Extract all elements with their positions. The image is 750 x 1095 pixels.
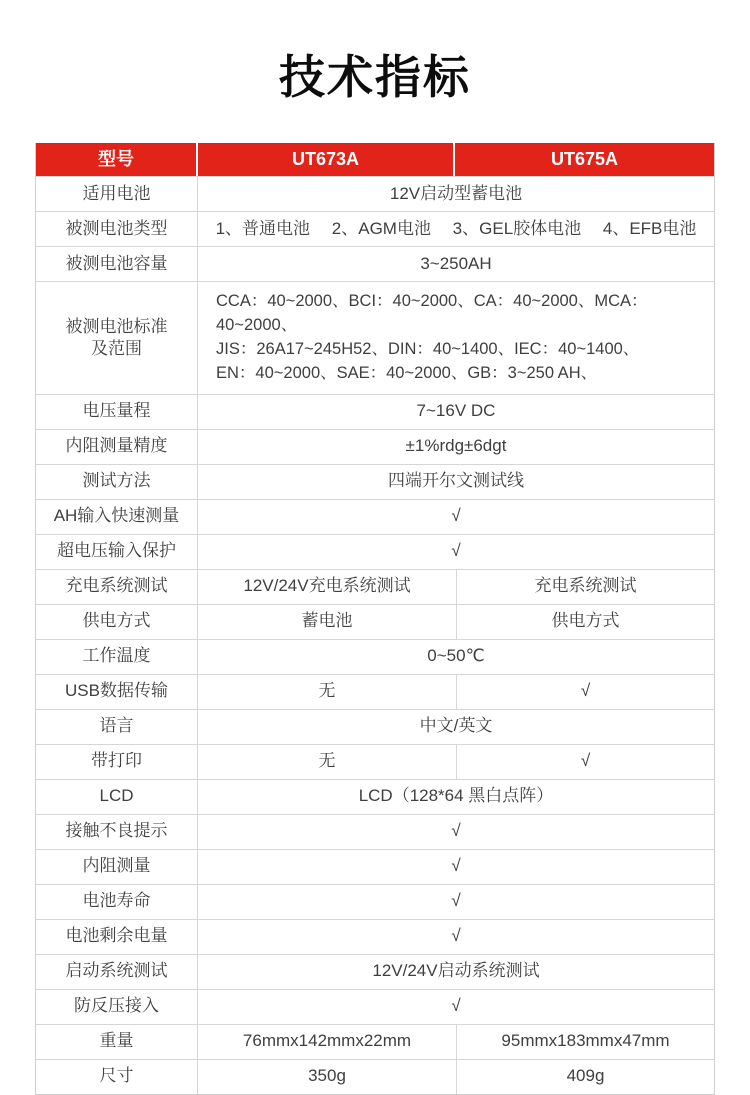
table-row-power-supply	[36, 604, 714, 639]
row-value-ut675a: 充电系统测试	[456, 570, 714, 604]
row-value: ±1%rdg±6dgt	[405, 436, 507, 456]
table-row-usb-data-transfer	[36, 674, 714, 709]
table-row-overvoltage-protection	[36, 534, 714, 569]
header-cell-ut673a: UT673A	[198, 143, 455, 176]
row-value: 12V启动型蓄电池	[389, 183, 523, 203]
table-row-applicable-battery	[36, 176, 714, 211]
table-row-battery-life	[36, 884, 714, 919]
check-mark: √	[451, 996, 461, 1016]
table-row-voltage-range	[36, 394, 714, 429]
table-row-battery-standards	[36, 281, 714, 394]
row-label: 供电方式	[36, 605, 198, 639]
row-label: 充电系统测试	[36, 570, 198, 604]
table-row-printing	[36, 744, 714, 779]
row-label: 工作温度	[36, 640, 198, 674]
row-label: AH输入快速测量	[36, 500, 198, 534]
row-label-line2: 及范围	[91, 338, 142, 358]
table-row-start-system-test	[36, 954, 714, 989]
table-row-battery-types	[36, 211, 714, 246]
row-label: 防反压接入	[36, 990, 198, 1024]
table-row-remaining-charge	[36, 919, 714, 954]
table-row-weight	[36, 1024, 714, 1059]
table-row-resistance-accuracy	[36, 429, 714, 464]
standards-line1: CCA：40~2000、BCI：40~2000、CA：40~2000、MCA：40~2000、	[216, 292, 648, 334]
row-value-ut673a: 蓄电池	[301, 611, 353, 631]
row-value: 四端开尔文测试线	[388, 471, 524, 491]
row-label: 适用电池	[36, 177, 198, 211]
row-label-line1: 被测电池标准	[65, 316, 168, 336]
row-label: LCD	[36, 780, 198, 814]
table-row-lcd	[36, 779, 714, 814]
row-value-ut673a: 350g	[308, 1066, 346, 1086]
check-mark: √	[451, 891, 461, 911]
row-label: 重量	[36, 1025, 198, 1059]
row-label: 测试方法	[36, 465, 198, 499]
row-value-ut675a: 409g	[456, 1060, 714, 1094]
table-row-operating-temperature	[36, 639, 714, 674]
check-mark: √	[451, 926, 461, 946]
row-label: 尺寸	[36, 1060, 198, 1094]
row-value-ut673a: 12V/24V充电系统测试	[243, 576, 411, 596]
table-row-language	[36, 709, 714, 744]
check-mark: √	[456, 745, 714, 779]
row-value: LCD（128*64 黑白点阵）	[358, 786, 554, 806]
row-value: 中文/英文	[419, 716, 493, 736]
check-mark: √	[456, 675, 714, 709]
row-label: USB数据传输	[36, 675, 198, 709]
row-label: 启动系统测试	[36, 955, 198, 989]
table-row-charging-system-test	[36, 569, 714, 604]
check-mark: √	[451, 856, 461, 876]
spec-table	[35, 143, 715, 1095]
row-value-ut673a: 无	[318, 681, 336, 701]
table-row-battery-capacity	[36, 246, 714, 281]
row-label: 被测电池容量	[36, 247, 198, 281]
row-value-ut675a: 供电方式	[456, 605, 714, 639]
table-row-bad-contact-alert	[36, 814, 714, 849]
row-value: 0~50℃	[427, 646, 485, 666]
row-value: 12V/24V启动系统测试	[372, 961, 540, 981]
row-label: 语言	[36, 710, 198, 744]
header-cell-ut675a: UT675A	[550, 149, 619, 170]
row-label: 内阻测量	[36, 850, 198, 884]
check-mark: √	[451, 821, 461, 841]
row-label: 被测电池类型	[36, 212, 198, 246]
row-label: 电池寿命	[36, 885, 198, 919]
row-value-ut673a: 无	[318, 751, 336, 771]
header-cell-model: 型号	[36, 143, 198, 176]
row-value: 7~16V DC	[416, 401, 496, 421]
row-value-ut673a: 76mmx142mmx22mm	[242, 1031, 412, 1051]
table-row-resistance-measure	[36, 849, 714, 884]
row-label	[36, 282, 198, 394]
table-row-dimensions	[36, 1059, 714, 1094]
table-row-reverse-voltage-protection	[36, 989, 714, 1024]
row-label: 电压量程	[36, 395, 198, 429]
row-label: 接触不良提示	[36, 815, 198, 849]
standards-line3: EN：40~2000、SAE：40~2000、GB：3~250 AH、	[216, 363, 598, 382]
page-title: 技术指标	[279, 51, 471, 103]
standards-line2: JIS：26A17~245H52、DIN：40~1400、IEC：40~1400、	[216, 339, 640, 358]
row-value: 1、普通电池 2、AGM电池 3、GEL胶体电池 4、EFB电池	[215, 218, 697, 238]
row-value	[198, 282, 714, 394]
row-value: 3~250AH	[420, 253, 492, 273]
row-label: 超电压输入保护	[36, 535, 198, 569]
check-mark: √	[451, 506, 461, 526]
table-row-ah-quick-measure	[36, 499, 714, 534]
check-mark: √	[451, 541, 461, 561]
row-value-ut675a: 95mmx183mmx47mm	[456, 1025, 714, 1059]
row-label: 内阻测量精度	[36, 430, 198, 464]
row-label: 电池剩余电量	[36, 920, 198, 954]
row-label: 带打印	[36, 745, 198, 779]
table-header-row	[36, 143, 714, 176]
table-row-test-method	[36, 464, 714, 499]
